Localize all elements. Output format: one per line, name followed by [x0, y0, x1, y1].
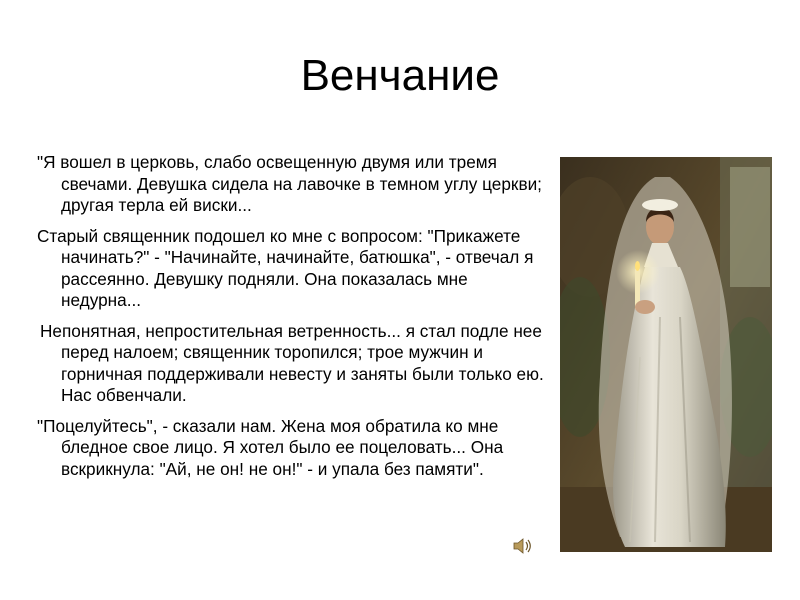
paragraph-1: "Я вошел в церковь, слабо освещенную двумя или тремя свечами. Девушка сидела на лавочке в темном углу церкви; другая терла ей виски... [37, 152, 542, 215]
slide-title: Венчание [300, 51, 500, 100]
paragraph-3: Непонятная, непростительная ветренность... я стал подле нее перед налоем; священник торопился; трое мужчин и горничная поддерживали невесту и заняты были только ею. Нас обвенчали. [40, 320, 544, 405]
paragraph-4: "Поцелуйтесь", - сказали нам. Жена моя обратила ко мне бледное свое лицо. Я хотел было ее поцеловать... Она вскрикнула: "Ай, не он! не он!" - и упала без памяти". [37, 415, 504, 479]
quote-text [37, 152, 552, 489]
bride-painting [560, 157, 772, 552]
speaker-icon[interactable] [512, 536, 534, 556]
paragraph-2: Старый священник подошел ко мне с вопросом: "Прикажете начинать?" - "Начинайте, начинайте, батюшка", - отвечал я рассеянно. Девушку подняли. Она показалась мне недурна... [37, 225, 534, 310]
